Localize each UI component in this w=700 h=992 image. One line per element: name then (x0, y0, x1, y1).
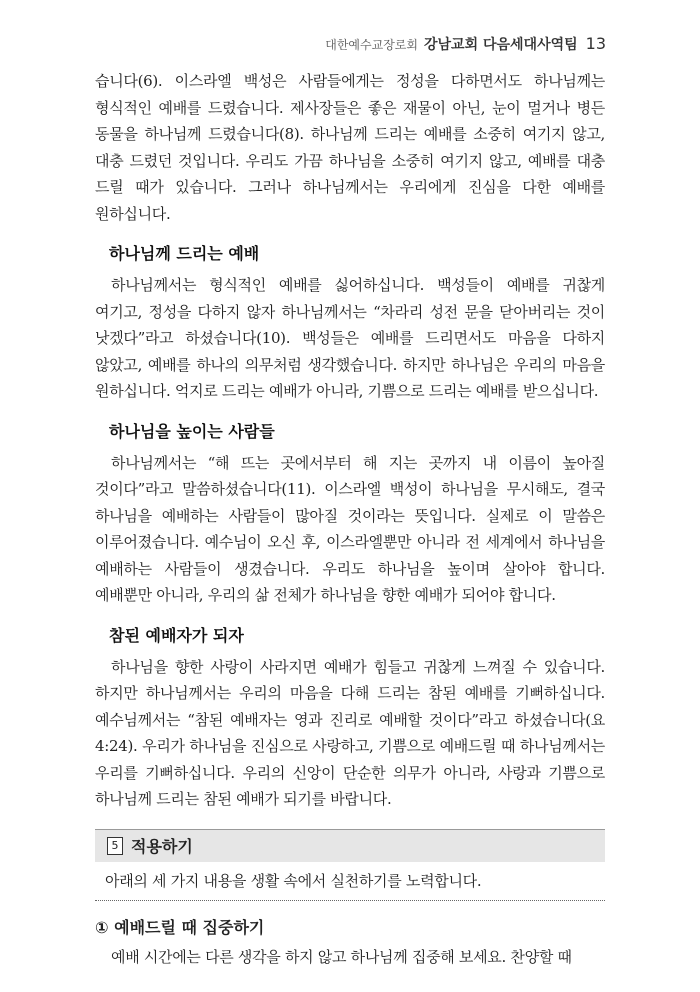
apply-item-text: 예배 시간에는 다른 생각을 하지 않고 하나님께 집중해 보세요. 찬양할 때 (111, 947, 572, 966)
header-publisher: 대한예수교장로회 (325, 38, 418, 52)
apply-section-title: 적용하기 (131, 837, 193, 856)
paragraph-intro: 습니다(6). 이스라엘 백성은 사람들에게는 정성을 다하면서도 하나님께는 형식적인 예배를 드렸습니다. 제사장들은 좋은 재물이 아닌, 눈이 멀거나 병든 동물을 하나님께 드렸습니다(8). 하나님께 드리는 예배를 소중히 여기지 않고, 대충 드렸던 것입니다. 우리도 가끔 하나님을 소중히 여기지 않고, 예배를 대충 드릴 때가 있습니다. 그러나 하나님께서는 우리에게 진심을 다한 예배를 원하십니다. (95, 72, 605, 223)
apply-item-heading: ① 예배드릴 때 집중하기 (95, 917, 265, 937)
apply-intro: 아래의 세 가지 내용을 생활 속에서 실천하기를 노력합니다. (95, 862, 605, 901)
paragraph-exalt: 하나님께서는 “해 뜨는 곳에서부터 해 지는 곳까지 내 이름이 높아질 것이다”라고 말씀하셨습니다(11). 이스라엘 백성이 하나님을 무시해도, 결국 하나님을 예배하는 사람들이 많아질 것이라는 뜻입니다. 실제로 이 말씀은 이루어졌습니다. 예수님이 오신 후, 이스라엘뿐만 아니라 전 세계에서 하나님을 예배하는 사람들이 생겼습니다. 우리도 하나님을 높이며 살아야 합니다. 예배뿐만 아니라, 우리의 삶 전체가 하나님을 향한 예배가 되어야 합니다. (95, 453, 605, 604)
apply-section-number: 5 (107, 837, 123, 855)
paragraph-worship: 하나님께서는 형식적인 예배를 싫어하십니다. 백성들이 예배를 귀찮게 여기고, 정성을 다하지 않자 하나님께서는 “차라리 성전 문을 닫아버리는 것이 낫겠다”라고 하셨습니다(10). 백성들은 예배를 드리면서도 마음을 다하지 않았고, 예배를 하나의 의무처럼 생각했습니다. 하지만 하나님은 우리의 마음을 원하십니다. 억지로 드리는 예배가 아니라, 기쁨으로 드리는 예배를 받으십니다. (95, 276, 605, 400)
section-heading-exalt: 하나님을 높이는 사람들 (109, 421, 275, 441)
paragraph-true-worshipper: 하나님을 향한 사랑이 사라지면 예배가 힘들고 귀찮게 느껴질 수 있습니다. 하지만 하나님께서는 우리의 마음을 다해 드리는 참된 예배를 기뻐하십니다. 예수님께서는 “참된 예배자는 영과 진리로 예배할 것이다”라고 하셨습니다(요 4:24). 우리가 하나님을 진심으로 사랑하고, 기쁨으로 예배드릴 때 하나님께서는 우리를 기뻐하십니다. 우리의 신앙이 단순한 의무가 아니라, 사랑과 기쁨으로 하나님께 드리는 참된 예배가 되기를 바랍니다. (95, 657, 605, 808)
section-heading-true-worshipper: 참된 예배자가 되자 (109, 625, 244, 645)
header-title: 강남교회 다음세대사역팀 (424, 37, 578, 53)
running-header (325, 34, 606, 54)
page-number: 13 (585, 34, 606, 53)
apply-section-bar (95, 829, 605, 862)
page-body (95, 68, 605, 970)
section-heading-worship: 하나님께 드리는 예배 (109, 244, 260, 263)
